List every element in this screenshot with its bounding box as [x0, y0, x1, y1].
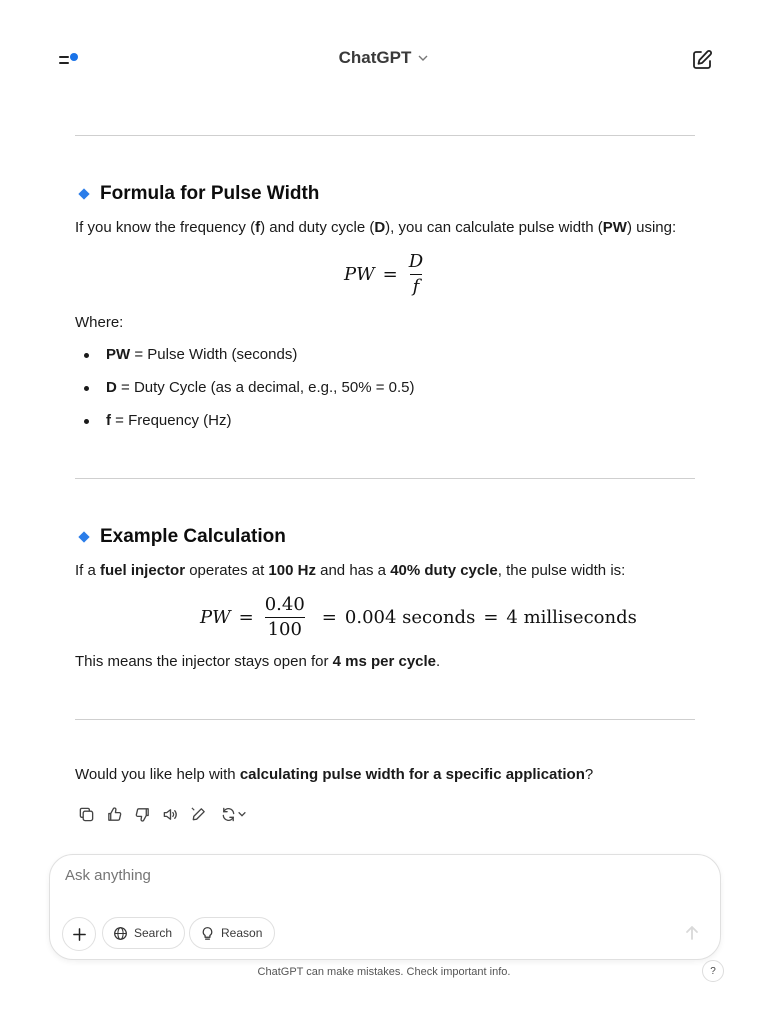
paragraph: This means the injector stays open for 4 ms per cycle. — [75, 653, 441, 670]
where-label: Where: — [75, 314, 124, 331]
section-heading — [80, 183, 319, 205]
read-aloud-icon[interactable] — [160, 804, 180, 824]
help-button[interactable]: ? — [702, 960, 724, 982]
composer — [49, 854, 721, 960]
disclaimer: ChatGPT can make mistakes. Check important info. — [257, 966, 511, 978]
thumbs-up-icon[interactable] — [104, 804, 124, 824]
list-item: f = Frequency (Hz) — [84, 411, 414, 444]
thumbs-down-icon[interactable] — [132, 804, 152, 824]
send-arrow-icon[interactable] — [682, 923, 702, 943]
model-selector[interactable] — [339, 48, 430, 68]
app-title: ChatGPT — [338, 48, 412, 67]
copy-icon[interactable] — [76, 804, 96, 824]
paragraph: If a fuel injector operates at 100 Hz and has a 40% duty cycle, the pulse width is: — [75, 562, 626, 579]
followup-question: Would you like help with calculating pulse width for a specific application? — [75, 766, 594, 783]
new-chat-icon[interactable] — [690, 48, 714, 72]
section-heading-text: Example Calculation — [100, 526, 286, 547]
divider — [75, 135, 695, 136]
section-heading — [80, 526, 286, 548]
list-item: D = Duty Cycle (as a decimal, e.g., 50% = 0.5) — [84, 378, 414, 411]
reason-button[interactable] — [189, 917, 275, 949]
lightbulb-icon — [200, 926, 215, 941]
header — [0, 0, 768, 120]
edit-canvas-icon[interactable] — [188, 804, 208, 824]
formula-pulse-width: PW = $\frac{D}{f}$ — [344, 251, 424, 297]
search-button[interactable] — [102, 917, 185, 949]
chevron-down-icon — [417, 52, 429, 64]
prompt-input[interactable] — [65, 867, 665, 884]
divider — [75, 719, 695, 720]
divider — [75, 478, 695, 479]
list-item: PW = Pulse Width (seconds) — [84, 345, 414, 378]
diamond-bullet-icon — [78, 188, 89, 199]
plus-icon — [72, 927, 87, 942]
formula-example: PW = $\frac{0.40}{100}$ = 0.004 seconds = 4 milliseconds — [200, 594, 637, 640]
section-heading-text: Formula for Pulse Width — [100, 183, 320, 204]
definition-list — [84, 345, 414, 444]
regenerate-icon[interactable] — [216, 804, 250, 824]
reason-label: Reason — [221, 926, 263, 940]
diamond-bullet-icon — [78, 531, 89, 542]
message-actions — [76, 804, 250, 824]
attach-button[interactable] — [62, 917, 96, 951]
paragraph: If you know the frequency (f) and duty cycle (D), you can calculate pulse width (PW) using: — [75, 219, 677, 236]
search-label: Search — [134, 926, 173, 940]
globe-icon — [113, 926, 128, 941]
chevron-down-icon — [237, 809, 247, 819]
